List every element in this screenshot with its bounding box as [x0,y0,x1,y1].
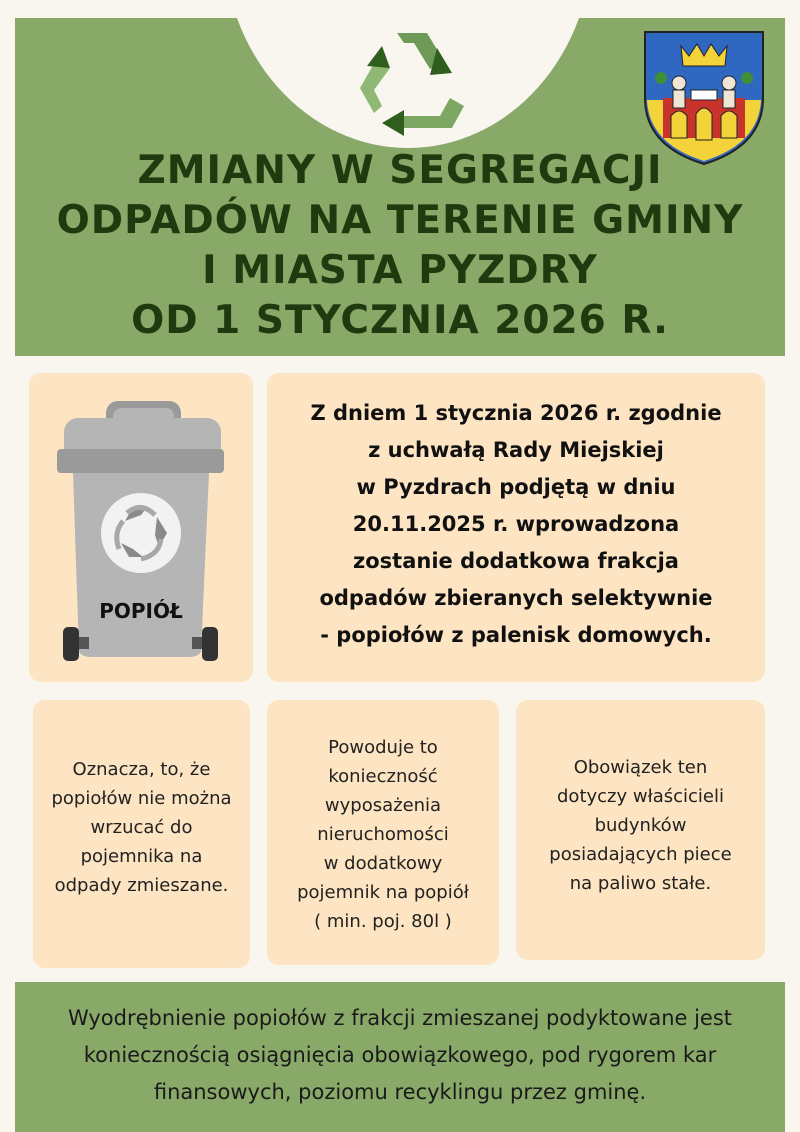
info-line: Obowiązek ten [573,757,708,778]
intro-line: 20.11.2025 r. wprowadzona [352,512,680,536]
bin-card [29,373,253,682]
info-text [516,753,765,898]
info-line: ( min. poj. 80l ) [314,911,452,932]
info-line: pojemnik na popiół [297,882,469,903]
info-line: dotyczy właścicieli [557,786,724,807]
info-line: Powoduje to [328,737,438,758]
title-line: ODPADÓW NA TERENIE GMINY [56,198,744,243]
info-line: nieruchomości [317,824,449,845]
header-banner [15,18,785,356]
title-line: ZMIANY W SEGREGACJI [137,148,663,193]
footer-line: finansowych, poziomu recyklingu przez gminę. [153,1080,647,1104]
intro-line: zostanie dodatkowa frakcja [353,549,679,573]
info-line: Oznacza, to, że [72,759,211,780]
info-line: wyposażenia [324,795,442,816]
info-card-container [267,700,499,965]
info-line: konieczność [328,766,438,787]
intro-line: z uchwałą Rady Miejskiej [368,438,664,462]
info-line: budynków [594,815,687,836]
intro-line: Z dniem 1 stycznia 2026 r. zgodnie [310,401,722,425]
info-card-mixed-waste [33,700,250,968]
info-line: pojemnika na [80,846,203,867]
title-line: OD 1 STYCZNIA 2026 R. [131,298,669,343]
footer-banner [15,982,785,1132]
footer-text [15,1000,785,1111]
page-title [15,146,785,346]
info-line: wrzucać do [90,817,193,838]
ash-bin-icon [29,373,253,682]
intro-card [267,373,765,682]
bin-label: POPIÓŁ [99,599,183,623]
info-card-owners [516,700,765,960]
title-line: I MIASTA PYZDRY [202,248,598,293]
footer-line: koniecznością osiągnięcia obowiązkowego, pod rygorem kar [83,1043,717,1067]
info-line: na paliwo stałe. [569,873,712,894]
footer-line: Wyodrębnienie popiołów z frakcji zmieszanej podyktowane jest [67,1006,733,1030]
intro-line: - popiołów z palenisk domowych. [320,623,712,647]
info-line: odpady zmieszane. [54,875,229,896]
info-line: posiadających piece [549,844,732,865]
intro-text [267,395,765,654]
intro-line: odpadów zbieranych selektywnie [319,586,713,610]
info-line: w dodatkowy [323,853,443,874]
intro-line: w Pyzdrach podjętą w dniu [356,475,676,499]
info-line: popiołów nie można [51,788,232,809]
recycle-icon [352,28,472,143]
info-text [267,733,499,936]
info-text [33,755,250,900]
